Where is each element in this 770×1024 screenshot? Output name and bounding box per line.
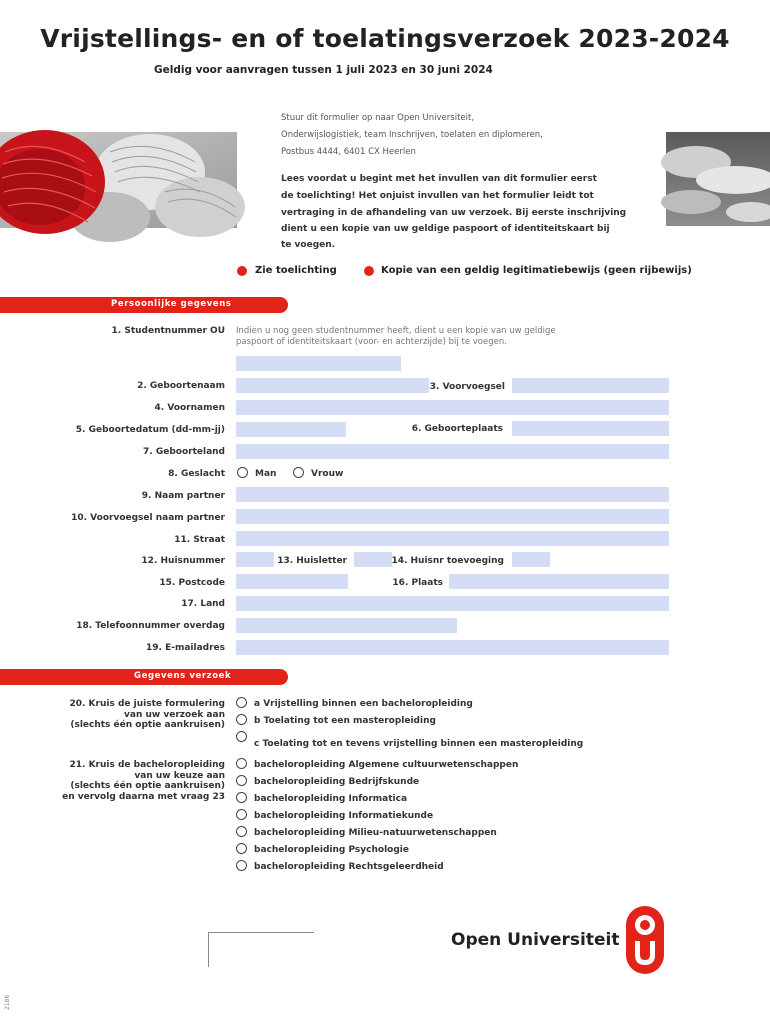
q21-option-3-radio[interactable]: [236, 792, 247, 803]
q20-label: [69, 699, 225, 731]
huisletter-input[interactable]: [354, 552, 392, 567]
geboorteplaats-input[interactable]: [512, 421, 669, 436]
q20-label-line-3: (slechts één optie aankruisen): [70, 720, 225, 730]
q21-option-4-radio[interactable]: [236, 809, 247, 820]
q21-option-1-radio[interactable]: [236, 758, 247, 769]
intro-line-1: Lees voordat u begint met het invullen van dit formulier eerst: [281, 174, 597, 184]
q21-option-5-radio[interactable]: [236, 826, 247, 837]
q21-option-6-label: bacheloropleiding Psychologie: [254, 845, 409, 855]
plaats-input[interactable]: [449, 574, 669, 589]
label-naam-partner: 9. Naam partner: [141, 491, 225, 501]
label-voornamen: 4. Voornamen: [154, 403, 225, 413]
label-postcode: 15. Postcode: [159, 578, 225, 588]
q21-label: [62, 760, 225, 802]
label-telefoon: 18. Telefoonnummer overdag: [76, 621, 225, 631]
email-input[interactable]: [236, 640, 669, 655]
q20-label-line-2: van uw verzoek aan: [124, 709, 225, 720]
see-explanation-label: Zie toelichting: [255, 265, 337, 276]
ou-logo-icon: [625, 905, 665, 975]
label-voorvoegsel-partner: 10. Voorvoegsel naam partner: [71, 513, 225, 523]
q21-label-line-3: (slechts één optie aankruisen): [70, 781, 225, 791]
red-dot-icon: [237, 266, 247, 276]
huisnr-toevoeging-input[interactable]: [512, 552, 550, 567]
label-email: 19. E-mailadres: [146, 643, 225, 653]
label-geboortenaam: 2. Geboortenaam: [137, 381, 225, 391]
sky-image: [666, 132, 770, 226]
label-geslacht: 8. Geslacht: [168, 469, 225, 479]
geslacht-vrouw-label: Vrouw: [311, 469, 344, 479]
naam-partner-input[interactable]: [236, 487, 669, 502]
q20-option-c-clip: [254, 733, 584, 749]
q21-label-line-2: van uw keuze aan: [134, 770, 225, 781]
brand-name: Open Universiteit: [451, 930, 620, 950]
label-geboorteland: 7. Geboorteland: [143, 447, 225, 457]
q20-option-c-radio[interactable]: [236, 731, 247, 742]
q21-option-6-radio[interactable]: [236, 843, 247, 854]
q21-option-2-label: bacheloropleiding Bedrijfskunde: [254, 777, 420, 787]
form-code: 2186: [4, 994, 11, 1010]
q21-option-4-label: bacheloropleiding Informatiekunde: [254, 811, 434, 821]
geboortedatum-input[interactable]: [236, 422, 346, 437]
label-voorvoegsel: 3. Voorvoegsel: [429, 382, 505, 392]
q21-label-line-4: en vervolg daarna met vraag 23: [62, 791, 225, 802]
studentnummer-note-line-2: paspoort of identiteitskaart (voor- en achterzijde) bij te voegen.: [236, 337, 507, 347]
q20-option-c-label: c Toelating tot en tevens vrijstelling binnen een masteropleiding: [254, 739, 584, 749]
q20-label-line-1: 20. Kruis de juiste formulering: [69, 699, 225, 709]
page-subtitle: Geldig voor aanvragen tussen 1 juli 2023 en 30 juni 2024: [154, 64, 493, 76]
huisnummer-input[interactable]: [236, 552, 274, 567]
studentnummer-input[interactable]: [236, 356, 401, 371]
q21-option-5-label: bacheloropleiding Milieu-natuurwetenschappen: [254, 828, 497, 838]
section-request-header: [0, 669, 288, 685]
section-request-title: Gegevens verzoek: [134, 671, 232, 681]
voorvoegsel-partner-input[interactable]: [236, 509, 669, 524]
section-personal-title: Persoonlijke gegevens: [111, 299, 232, 309]
q20-option-a-label: a Vrijstelling binnen een bacheloropleiding: [254, 699, 473, 709]
label-huisnummer: 12. Huisnummer: [141, 556, 225, 566]
geslacht-man-label: Man: [255, 469, 277, 479]
straat-input[interactable]: [236, 531, 669, 546]
label-straat: 11. Straat: [174, 535, 225, 545]
geslacht-vrouw-radio[interactable]: [293, 467, 304, 478]
q20-option-b-radio[interactable]: [236, 714, 247, 725]
intro-line-3: vertraging in de afhandeling van uw verzoek. Bij eerste inschrijving: [281, 208, 627, 218]
q21-option-7-label: bacheloropleiding Rechtsgeleerdheid: [254, 862, 444, 872]
address-line-2: Onderwijslogistiek, team Inschrijven, toelaten en diplomeren,: [281, 130, 543, 140]
shells-image: [0, 132, 237, 228]
intro-line-2: de toelichting! Het onjuist invullen van het formulier leidt tot: [281, 191, 594, 201]
label-plaats: 16. Plaats: [392, 578, 443, 588]
voorvoegsel-input[interactable]: [512, 378, 669, 393]
label-land: 17. Land: [181, 599, 225, 609]
postcode-input[interactable]: [236, 574, 348, 589]
studentnummer-note: [236, 326, 556, 348]
q21-option-7-radio[interactable]: [236, 860, 247, 871]
id-copy-label: Kopie van een geldig legitimatiebewijs (geen rijbewijs): [381, 265, 692, 276]
q20-option-a-radio[interactable]: [236, 697, 247, 708]
label-studentnummer: 1. Studentnummer OU: [111, 326, 225, 336]
section-personal-header: [0, 297, 288, 313]
geslacht-man-radio[interactable]: [237, 467, 248, 478]
label-geboorteplaats: 6. Geboorteplaats: [411, 424, 503, 434]
telefoon-input[interactable]: [236, 618, 457, 633]
address-line-3: Postbus 4444, 6401 CX Heerlen: [281, 147, 416, 157]
red-dot-icon: [364, 266, 374, 276]
intro-line-4: dient u een kopie van uw geldige paspoort of identiteitskaart bij: [281, 224, 610, 234]
q21-option-2-radio[interactable]: [236, 775, 247, 786]
q20-option-b-label: b Toelating tot een masteropleiding: [254, 716, 436, 726]
page-title: Vrijstellings- en of toelatingsverzoek 2023-2024: [40, 24, 730, 53]
q21-option-3-label: bacheloropleiding Informatica: [254, 794, 408, 804]
signature-box-corner: [208, 932, 314, 967]
address-line-1: Stuur dit formulier op naar Open Universiteit,: [281, 113, 475, 123]
label-huisnr-toevoeging: 14. Huisnr toevoeging: [391, 556, 504, 566]
q21-option-1-label: bacheloropleiding Algemene cultuurwetenschappen: [254, 760, 519, 770]
voornamen-input[interactable]: [236, 400, 669, 415]
geboorteland-input[interactable]: [236, 444, 669, 459]
geboortenaam-input[interactable]: [236, 378, 429, 393]
label-geboortedatum: 5. Geboortedatum (dd-mm-jj): [75, 425, 225, 435]
land-input[interactable]: [236, 596, 669, 611]
intro-line-5: te voegen.: [281, 240, 336, 250]
label-huisletter: 13. Huisletter: [277, 556, 347, 566]
studentnummer-note-line-1: Indien u nog geen studentnummer heeft, dient u een kopie van uw geldige: [236, 326, 556, 336]
q21-label-line-1: 21. Kruis de bacheloropleiding: [69, 760, 225, 770]
